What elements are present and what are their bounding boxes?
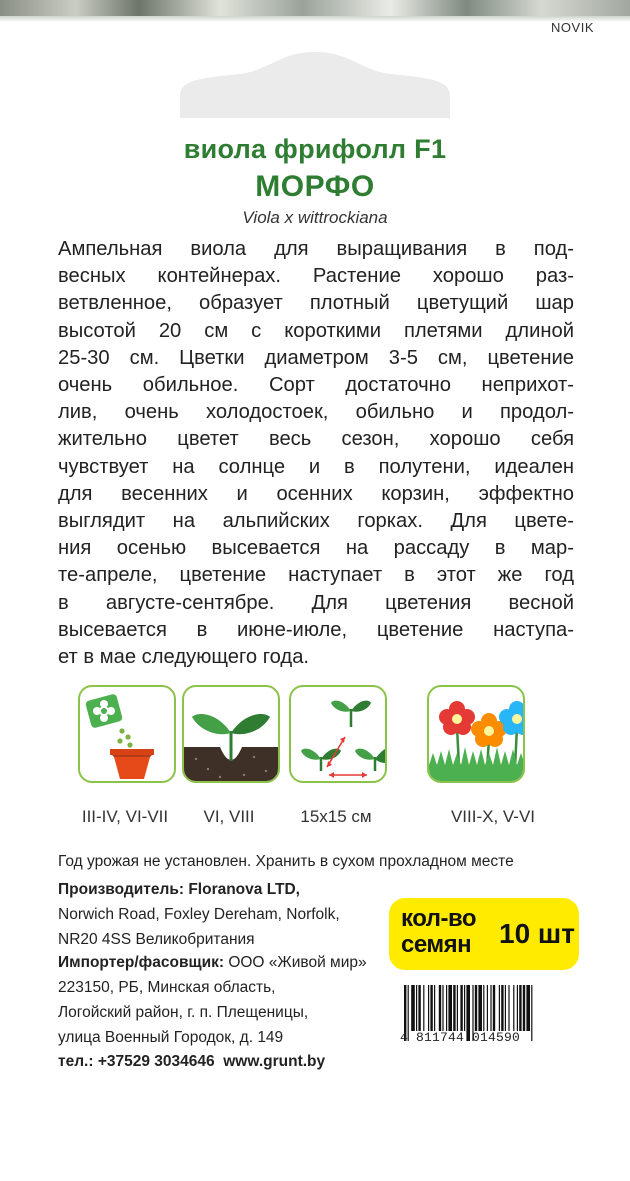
barcode-bar: [442, 985, 443, 1031]
importer-line: [58, 951, 367, 974]
barcode-bar: [478, 985, 482, 1031]
variety-name: МОРФО: [255, 170, 375, 203]
description-line: 25-30 см. Цветки диаметром 3-5 см, цветение: [58, 346, 574, 369]
barcode-bar: [523, 985, 525, 1031]
barcode-bar: [513, 985, 514, 1031]
sowing-pot-icon: [78, 685, 176, 783]
harvest-note: Год урожая не установлен. Хранить в сухом прохладном месте: [58, 853, 514, 870]
barcode-bar: [446, 985, 447, 1031]
flowering-icon: [427, 685, 525, 783]
spacing-caption: 15x15 см: [300, 807, 372, 826]
barcode-bar: [457, 985, 458, 1031]
barcode-bar: [411, 985, 415, 1031]
sowing-pot-caption: III-IV, VI-VII: [81, 807, 169, 826]
contacts-line: тел.: +37529 3034646 www.grunt.by: [58, 1053, 326, 1070]
top-photo-fade: [0, 16, 630, 22]
barcode-bar: [453, 985, 455, 1031]
description-line: высотой 20 см с короткими плетями длиной: [58, 319, 574, 342]
description-line: чувствует на солнце и в полутени, идеален: [58, 455, 574, 478]
barcode-bar: [490, 985, 491, 1031]
description-line: высевается в июне-июле, цветение наступа-: [58, 618, 574, 641]
importer-address-2: Логойский район, г. п. Плещеницы,: [58, 1004, 309, 1021]
product-title: виола фрифолл F1: [183, 134, 447, 164]
barcode-bar: [460, 985, 462, 1031]
description: [58, 236, 574, 671]
barcode-bar: [430, 985, 432, 1031]
producer-line: [58, 878, 300, 901]
seed-count-value: 10 шт: [499, 918, 575, 949]
description-line: для весенних и осенних корзин, эффектно: [58, 482, 574, 505]
barcode-bar: [519, 985, 521, 1031]
description-line: весных контейнерах. Растение хорошо раз-: [58, 265, 574, 288]
seedling-soil-caption: VI, VIII: [203, 807, 255, 826]
barcode-bar: [501, 985, 503, 1031]
growing-icons: [78, 685, 558, 825]
barcode-bar: [487, 985, 488, 1031]
producer-address-2: NR20 4SS Великобритания: [58, 931, 255, 948]
top-photo-strip: [0, 0, 630, 16]
description-line: жительно цветет весь сезон, хорошо себя: [58, 428, 574, 451]
spacing-icon: [289, 685, 387, 783]
barcode-bar: [448, 985, 452, 1031]
importer-name: ООО «Живой мир»: [224, 954, 367, 971]
barcode-bar: [526, 985, 530, 1031]
barcode-bar: [517, 985, 518, 1031]
description-line: в августе-сентябре. Для цветения весной: [58, 591, 574, 614]
description-line: ет в мае следующего года.: [58, 646, 310, 669]
description-line: те-апреле, цветение наступает в этот же год: [58, 564, 574, 587]
barcode-bar: [499, 985, 500, 1031]
seed-count-label-2: семян: [401, 931, 472, 958]
seedling-soil-icon: [182, 685, 280, 783]
producer-address-1: Norwich Road, Foxley Dereham, Norfolk,: [58, 906, 340, 923]
barcode-bar: [508, 985, 509, 1031]
barcode-bar: [423, 985, 424, 1031]
importer-label: Импортер/фасовщик:: [58, 954, 225, 971]
barcode-bar: [434, 985, 435, 1031]
flowering-caption: VIII-X, V-VI: [450, 807, 536, 826]
barcode-digits: 4 811744 014590: [400, 1030, 521, 1045]
seed-count-label: [401, 906, 476, 958]
barcode-bar: [416, 985, 417, 1031]
barcode-bar: [483, 985, 484, 1031]
description-line: Ампельная виола для выращивания в под-: [58, 238, 574, 260]
description-line: очень обильное. Сорт достаточно неприхот-: [58, 374, 574, 397]
barcode-bar: [464, 985, 465, 1031]
description-line: лив, очень холодостоек, обильно и продол-: [58, 401, 574, 424]
latin-name: Viola x wittrockiana: [242, 208, 388, 227]
barcode-bar: [493, 985, 495, 1031]
brand-label: NOVIK: [551, 20, 594, 35]
barcode-bar: [418, 985, 420, 1031]
barcode-bar: [475, 985, 477, 1031]
seed-count-label-1: кол-во: [401, 905, 477, 932]
producer-label: Производитель:: [58, 881, 185, 898]
seed-count-badge: [389, 898, 579, 970]
description-line: ния осенью высевается на рассаду в мар-: [58, 537, 574, 560]
barcode-bar: [439, 985, 441, 1031]
hang-tab-shape: [180, 52, 450, 118]
importer-address-1: 223150, РБ, Минская область,: [58, 979, 276, 996]
barcode-bar: [428, 985, 429, 1031]
importer-address-3: улица Военный Городок, д. 149: [58, 1029, 284, 1046]
description-line: ветвленное, образует плотный цветущий шар: [58, 292, 574, 315]
description-line: выглядит на альпийских горках. Для цвете-: [58, 510, 574, 533]
barcode-bar: [505, 985, 506, 1031]
producer-name: Floranova LTD,: [184, 881, 300, 898]
